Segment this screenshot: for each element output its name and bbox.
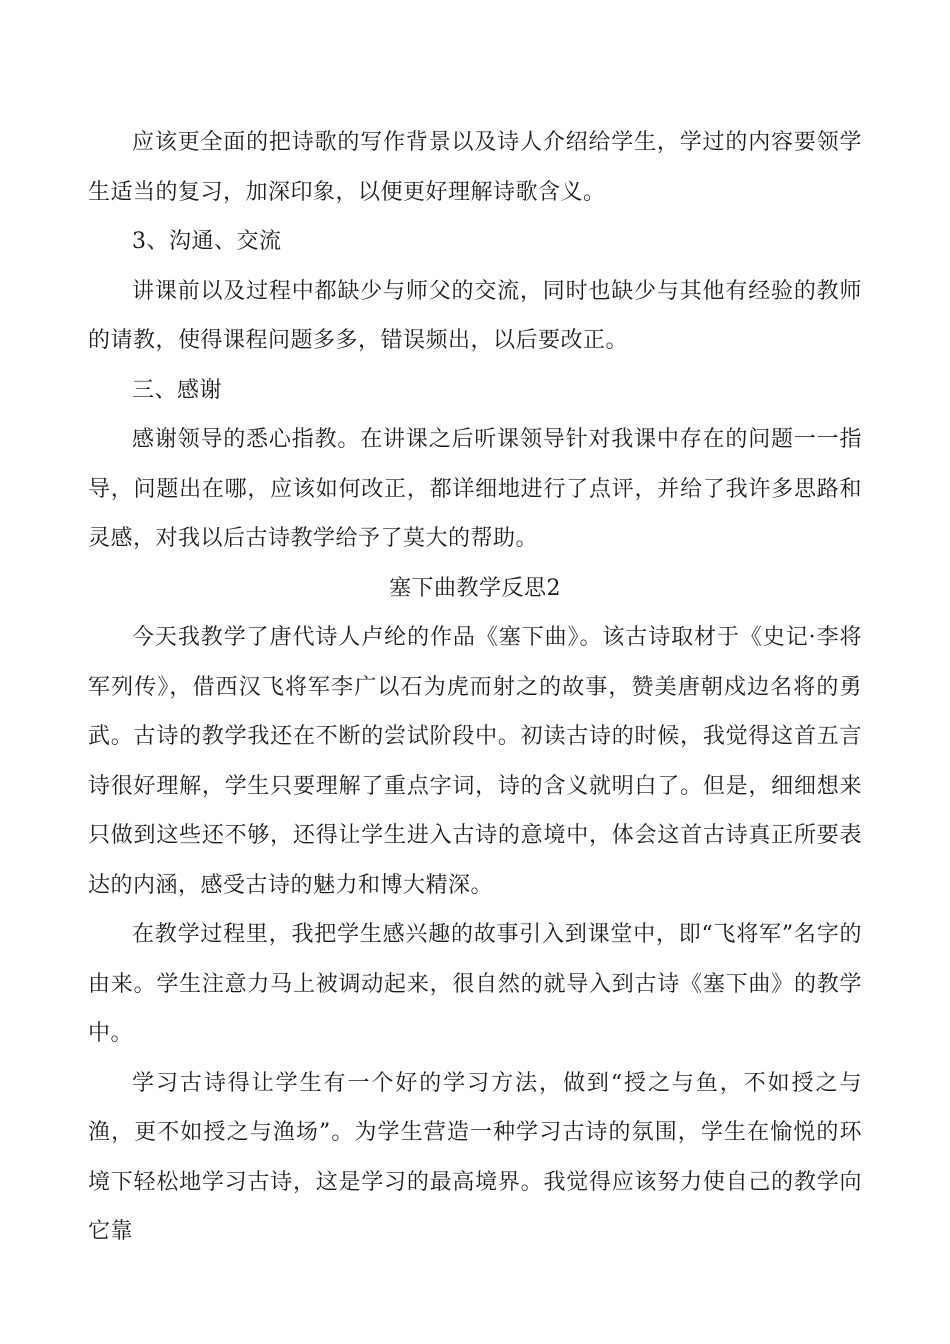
paragraph-background: 应该更全面的把诗歌的写作背景以及诗人介绍给学生，学过的内容要领学生适当的复习，加深印象，以便更好理解诗歌含义。 [88,130,862,205]
section-title: 塞下曲教学反思2 [389,575,561,601]
paragraph-method: 学习古诗得让学生有一个好的学习方法，做到“授之与鱼，不如授之与渔，更不如授之与渔场”。为学生营造一种学习古诗的氛围，学生在愉悦的环境下轻松地学习古诗，这是学习的最高境界。我觉得应该努力使自己的教学向它靠 [88,1070,862,1244]
paragraph-communication: 讲课前以及过程中都缺少与师父的交流，同时也缺少与其他有经验的教师的请教，使得课程问题多多，错误频出，以后要改正。 [88,278,862,353]
paragraph-intro: 今天我教学了唐代诗人卢纶的作品《塞下曲》。该古诗取材于《史记·李将军列传》，借西汉飞将军李广以石为虎而射之的故事，赞美唐朝戍边名将的勇武。古诗的教学我还在不断的尝试阶段中。初读古诗的时候，我觉得这首五言诗很好理解，学生只要理解了重点字词，诗的含义就明白了。但是，细细想来只做到这些还不够，还得让学生进入古诗的意境中，体会这首古诗真正所要表达的内涵，感受古诗的魅力和博大精深。 [88,625,862,898]
paragraph-story: 在教学过程里，我把学生感兴趣的故事引入到课堂中，即“飞将军”名字的由来。学生注意力马上被调动起来，很自然的就导入到古诗《塞下曲》的教学中。 [88,922,862,1046]
document-page [88,118,862,1257]
heading-thanks: 三、感谢 [132,377,223,403]
heading-communication: 3、沟通、交流 [132,229,282,254]
paragraph-thanks: 感谢领导的悉心指教。在讲课之后听课领导针对我课中存在的问题一一指导，问题出在哪，应该如何改正，都详细地进行了点评，并给了我许多思路和灵感，对我以后古诗教学给予了莫大的帮助。 [88,427,862,551]
